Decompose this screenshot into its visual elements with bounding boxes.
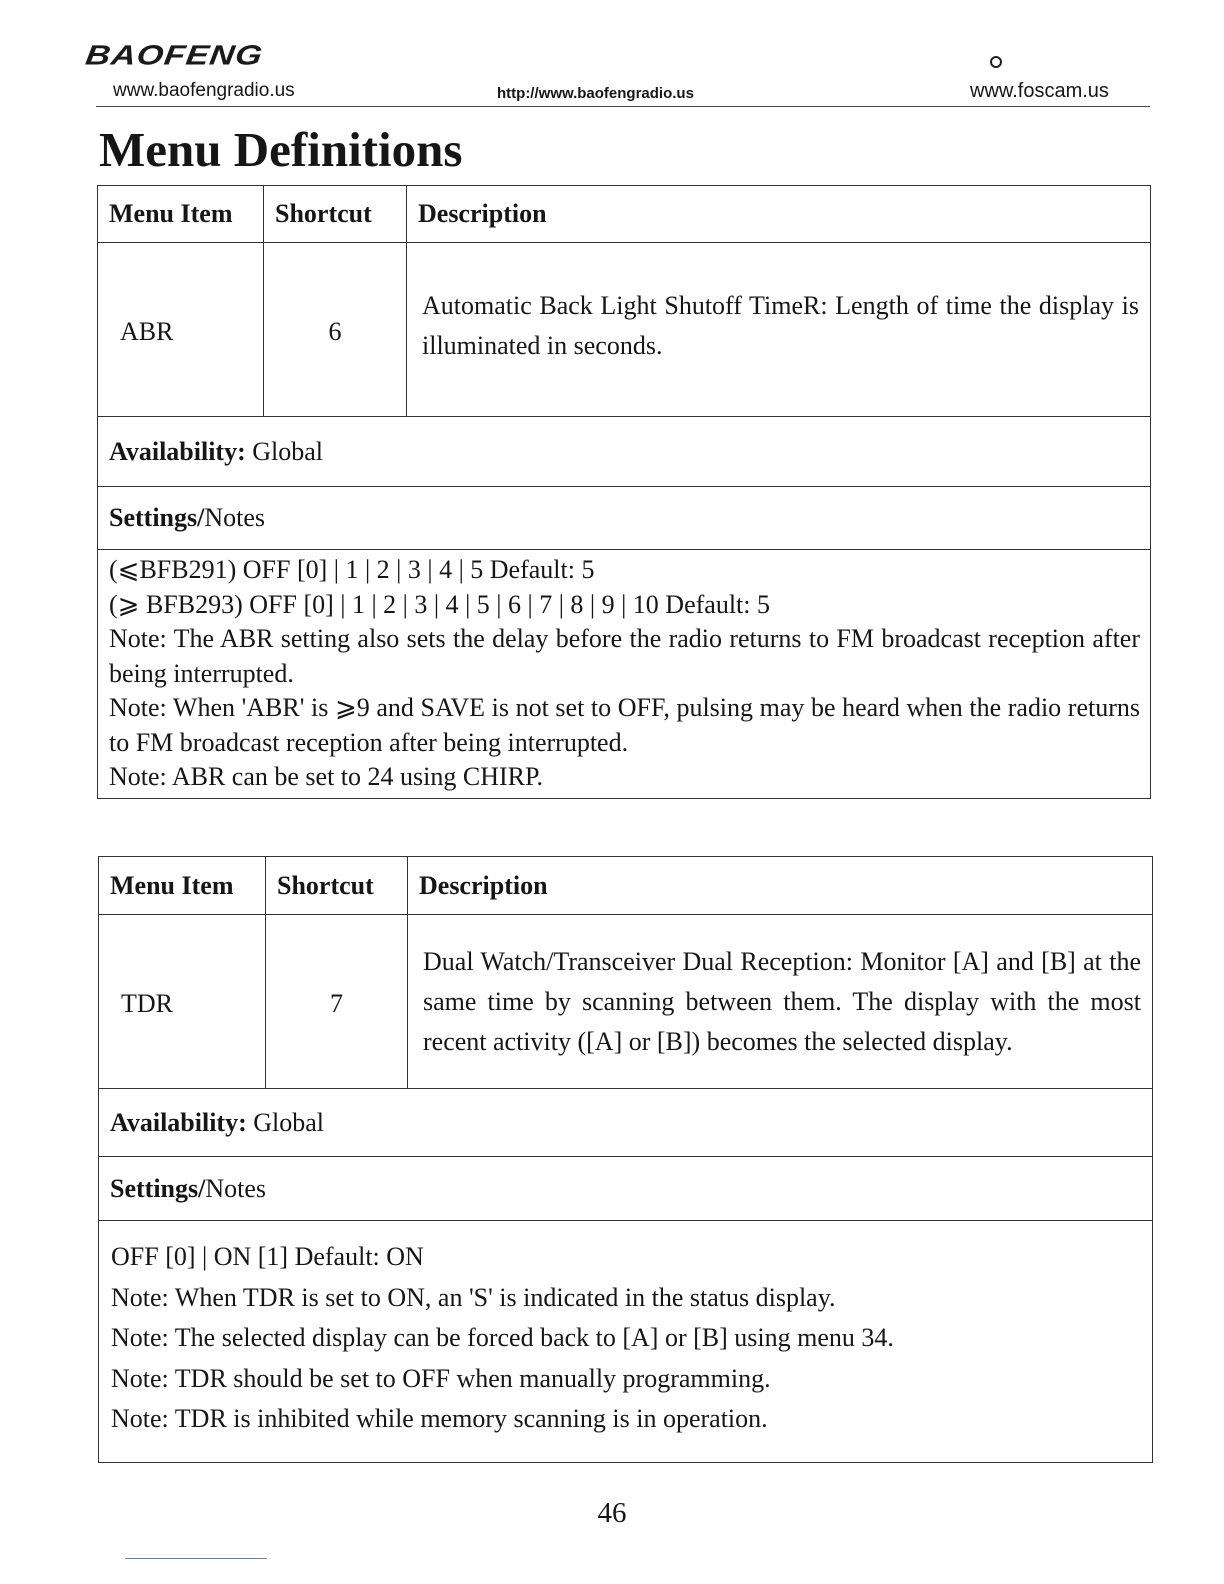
table-row (98, 243, 1151, 417)
menu-table-tdr (98, 856, 1153, 1463)
settings-notes-cell (98, 550, 1151, 799)
settings-notes-row (98, 550, 1151, 799)
notes-label: Notes (204, 503, 266, 532)
header-menu-item: Menu Item (98, 186, 264, 243)
table-row (99, 915, 1153, 1089)
note-line: OFF [0] | ON [1] Default: ON (111, 1242, 424, 1271)
settings-header-cell (98, 487, 1151, 550)
settings-label: Settings/ (109, 503, 205, 532)
header-center-url[interactable]: http://www.baofengradio.us (497, 85, 694, 102)
description-cell: Dual Watch/Transceiver Dual Reception: Monitor [A] and [B] at the same time by scanning between them. The display with the most recent activity ([A] or [B]) becomes the selected display. (408, 915, 1153, 1089)
availability-cell (99, 1089, 1153, 1157)
settings-notes-cell (99, 1221, 1153, 1463)
settings-header-cell (99, 1157, 1153, 1221)
note-line: (⩽BFB291) OFF [0] | 1 | 2 | 3 | 4 | 5 Default: 5 (109, 555, 595, 584)
note-line: Note: The ABR setting also sets the delay before the radio returns to FM broadcast reception after being interrupted. (109, 624, 1140, 688)
description-cell: Automatic Back Light Shutoff TimeR: Length of time the display is illuminated in seconds. (407, 243, 1151, 417)
shortcut-cell: 7 (266, 915, 408, 1089)
header-description: Description (408, 857, 1153, 915)
page-number: 46 (597, 1497, 627, 1529)
note-line: (⩾ BFB293) OFF [0] | 1 | 2 | 3 | 4 | 5 | 6 | 7 | 8 | 9 | 10 Default: 5 (109, 589, 770, 619)
availability-label: Availability: (110, 1107, 247, 1137)
baofeng-logo: BAOFENG (83, 40, 265, 72)
menu-item-cell: TDR (99, 915, 266, 1089)
availability-value: Global (253, 1107, 325, 1137)
notes-label: Notes (205, 1173, 267, 1203)
header-menu-item: Menu Item (99, 857, 266, 915)
settings-label: Settings/ (110, 1173, 206, 1203)
availability-value: Global (252, 436, 324, 466)
page-header (0, 0, 1224, 110)
note-line: Note: TDR should be set to OFF when manually programming. (111, 1363, 771, 1393)
settings-header-row (99, 1157, 1153, 1221)
note-line: Note: TDR is inhibited while memory scanning is in operation. (111, 1404, 768, 1433)
table-header-row (99, 857, 1153, 915)
menu-table-abr (97, 185, 1151, 799)
settings-notes-row (99, 1221, 1153, 1463)
settings-header-row (98, 487, 1151, 550)
menu-item-cell: ABR (98, 243, 264, 417)
circle-icon (990, 56, 1002, 68)
note-line: Note: When 'ABR' is ⩾9 and SAVE is not set to OFF, pulsing may be heard when the radio returns to FM broadcast reception after being interrupted. (109, 693, 1140, 757)
footer-divider (125, 1558, 267, 1559)
availability-cell (98, 417, 1151, 487)
table-header-row (98, 186, 1151, 243)
note-line: Note: ABR can be set to 24 using CHIRP. (109, 762, 544, 791)
header-left-url[interactable]: www.baofengradio.us (113, 80, 295, 101)
header-shortcut: Shortcut (266, 857, 408, 915)
availability-label: Availability: (109, 436, 246, 466)
header-right-url[interactable]: www.foscam.us (970, 80, 1109, 102)
header-divider (96, 106, 1150, 107)
note-line: Note: The selected display can be forced back to [A] or [B] using menu 34. (111, 1323, 894, 1352)
header-description: Description (407, 186, 1151, 243)
availability-row (98, 417, 1151, 487)
availability-row (99, 1089, 1153, 1157)
header-shortcut: Shortcut (264, 186, 407, 243)
note-line: Note: When TDR is set to ON, an 'S' is indicated in the status display. (111, 1282, 836, 1312)
shortcut-cell: 6 (264, 243, 407, 417)
page-title: Menu Definitions (99, 122, 463, 177)
